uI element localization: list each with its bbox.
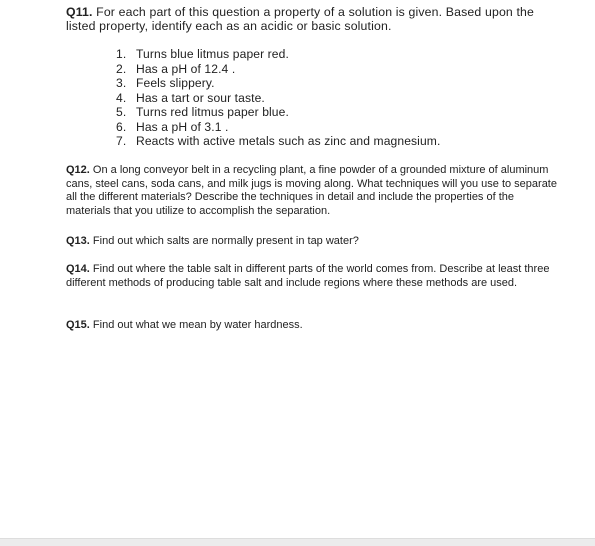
list-item-text: Reacts with active metals such as zinc and magnesium. xyxy=(136,134,441,148)
question-11 xyxy=(66,5,566,33)
list-item xyxy=(116,76,440,91)
question-14-text: Find out where the table salt in different parts of the world comes from. Describe at least three different methods of producing table salt and include regions where these methods are used. xyxy=(66,263,550,289)
list-item xyxy=(116,91,440,106)
question-15 xyxy=(66,319,561,333)
question-15-text: Find out what we mean by water hardness. xyxy=(89,319,303,331)
list-item-number: 3. xyxy=(116,76,127,90)
list-item-number: 5. xyxy=(116,105,127,119)
list-item-number: 1. xyxy=(116,47,127,61)
question-11-list xyxy=(116,47,440,149)
list-item xyxy=(116,105,440,120)
question-12 xyxy=(66,164,561,218)
list-item xyxy=(116,47,440,62)
list-item-text: Has a pH of 12.4 . xyxy=(136,61,236,76)
list-item-text: Turns blue litmus paper red. xyxy=(136,47,289,61)
list-item-number: 2. xyxy=(116,61,127,76)
question-14-label: Q14. xyxy=(66,263,90,275)
list-item-text: Feels slippery. xyxy=(136,76,215,90)
list-item-text: Has a pH of 3.1 . xyxy=(136,119,229,134)
list-item-number: 7. xyxy=(116,134,127,148)
question-15-label: Q15. xyxy=(66,319,90,331)
question-13 xyxy=(66,235,561,249)
list-item-text: Turns red litmus paper blue. xyxy=(136,105,289,119)
list-item xyxy=(116,134,440,149)
question-12-label: Q12. xyxy=(66,164,90,176)
list-item-number: 6. xyxy=(116,119,127,134)
question-13-label: Q13. xyxy=(66,235,90,247)
list-item-text: Has a tart or sour taste. xyxy=(136,90,265,105)
question-13-text: Find out which salts are normally present in tap water? xyxy=(89,235,359,247)
question-11-text: For each part of this question a property of a solution is given. Based upon the listed property, identify each as an acidic or basic solution. xyxy=(66,5,535,33)
question-14 xyxy=(66,263,561,290)
list-item xyxy=(116,62,440,77)
question-12-text: On a long conveyor belt in a recycling plant, a fine powder of a grounded mixture of aluminum cans, steel cans, soda cans, and milk jugs is moving along. What techniques will you use to separate all the different materials? Describe the techniques in detail and include the properties of the materials that you utilize to accomplish the separation. xyxy=(66,164,557,217)
question-11-label: Q11. xyxy=(66,5,93,19)
list-item-number: 4. xyxy=(116,90,127,105)
list-item xyxy=(116,120,440,135)
